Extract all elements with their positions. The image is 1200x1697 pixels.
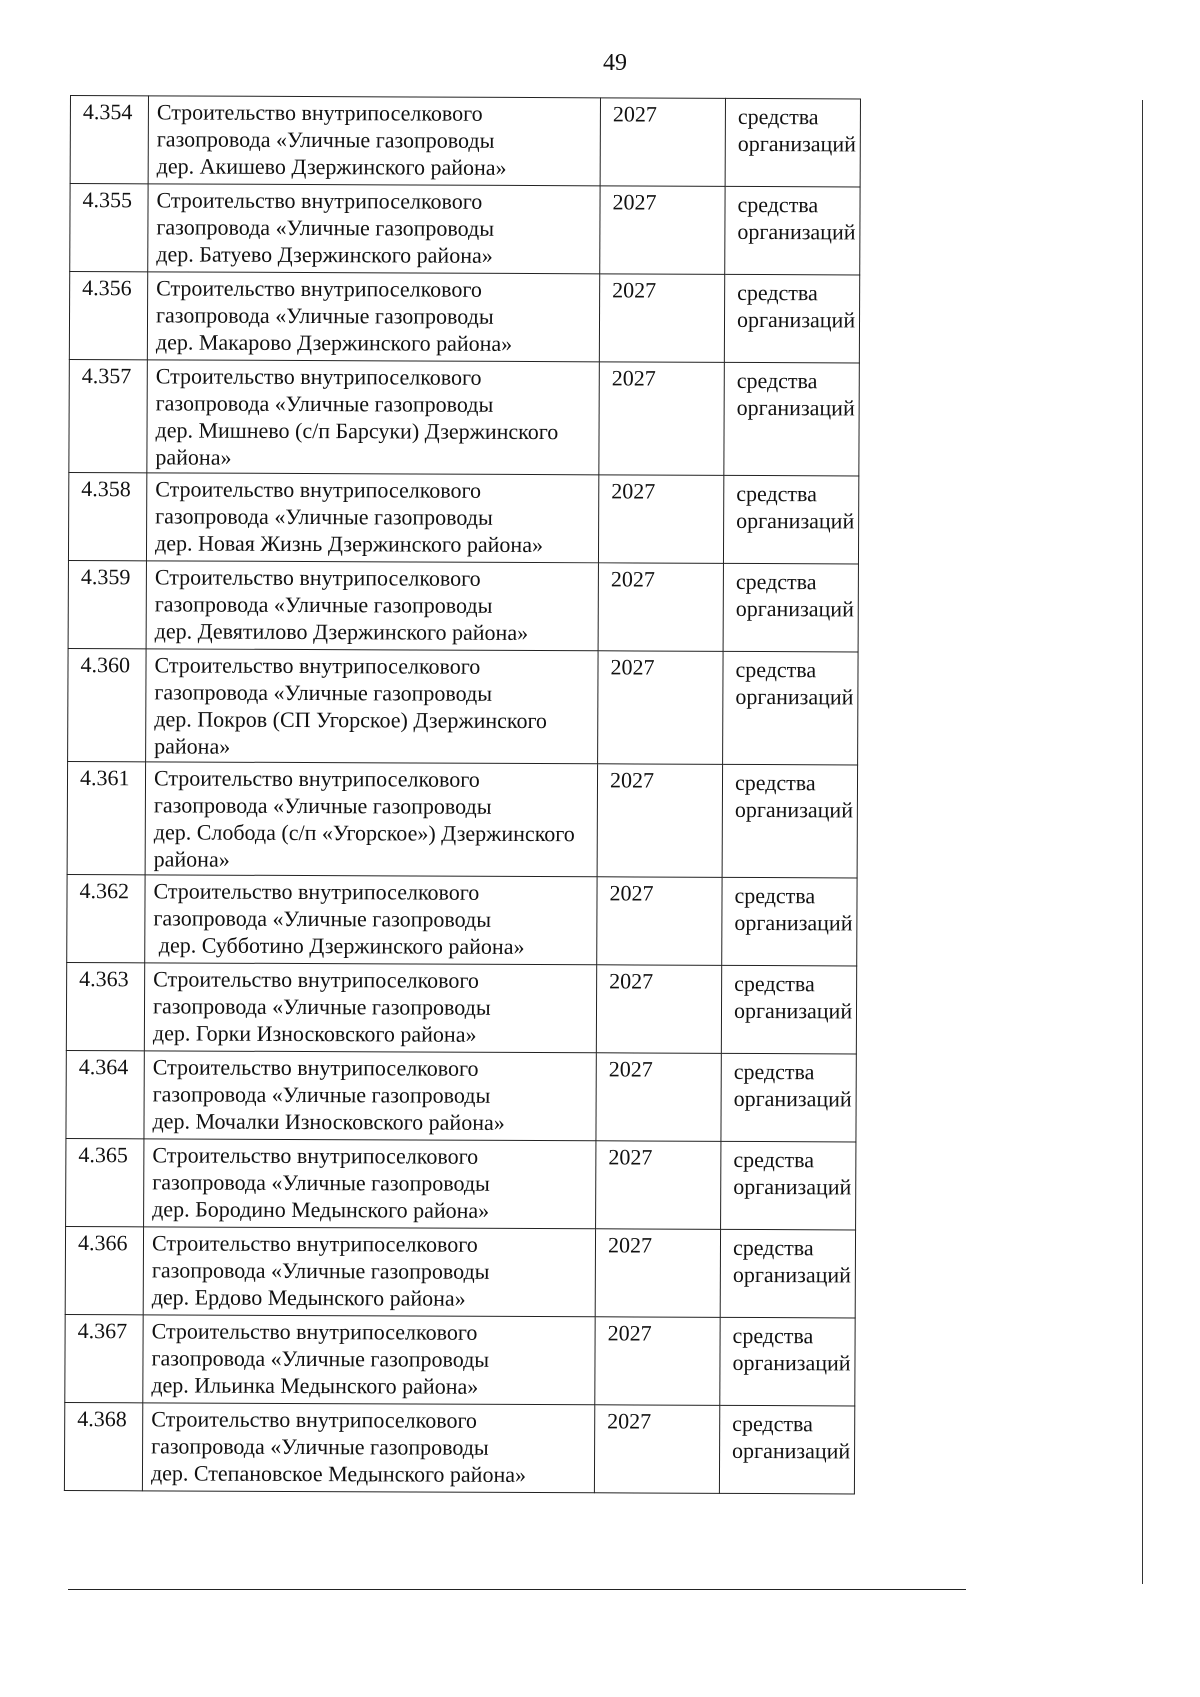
row-description [145, 762, 597, 877]
description-line: дер. Новая Жизнь Дзержинского района» [154, 530, 544, 558]
row-year: 2027 [597, 877, 722, 966]
description-line: Строительство внутрипоселкового [153, 765, 480, 792]
funding-source-line: организаций [732, 1261, 852, 1288]
table-row [70, 184, 970, 276]
description-line: дер. Субботино Дзержинского района» [153, 932, 525, 959]
funding-source-line: организаций [736, 507, 855, 534]
row-description [143, 1227, 595, 1317]
description-line: газопровода «Уличные газопроводы [152, 993, 491, 1020]
table-row [65, 1314, 965, 1406]
row-number: 4.363 [66, 962, 144, 1050]
row-number: 4.362 [67, 874, 145, 962]
description-line: Строительство внутрипоселкового [151, 1230, 478, 1257]
description-line: района» [154, 733, 231, 759]
description-line: Строительство внутрипоселкового [153, 878, 480, 905]
row-description [146, 473, 598, 563]
funding-source-line: средства [732, 1322, 814, 1349]
table-row [70, 96, 970, 188]
description-line: газопровода «Уличные газопроводы [152, 1081, 491, 1108]
row-funding-source [725, 186, 860, 275]
row-description [146, 649, 598, 764]
row-description [144, 963, 596, 1053]
row-funding-source [724, 362, 859, 476]
funding-source-line: организаций [732, 1349, 851, 1376]
row-year: 2027 [600, 186, 725, 275]
row-description [148, 184, 600, 274]
description-line: Строительство внутрипоселкового [151, 1318, 478, 1345]
row-empty-cell [858, 564, 968, 652]
funding-source-line: организаций [734, 796, 854, 823]
row-description [144, 1051, 596, 1141]
row-year: 2027 [598, 563, 723, 652]
row-empty-cell [855, 1318, 965, 1406]
row-empty-cell [858, 476, 968, 564]
row-year: 2027 [598, 475, 723, 564]
row-empty-cell [860, 187, 970, 275]
description-line: Строительство внутрипоселкового [151, 1406, 478, 1433]
table-row [68, 472, 968, 564]
description-line: района» [155, 444, 232, 470]
description-line: дер. Акишево Дзержинского района» [156, 153, 507, 180]
description-line: газопровода «Уличные газопроводы [151, 1257, 490, 1284]
description-line: газопровода «Уличные газопроводы [151, 1433, 489, 1460]
funding-source-line: средства [734, 970, 815, 997]
description-line: газопровода «Уличные газопроводы [153, 905, 492, 932]
row-year: 2027 [596, 1141, 721, 1230]
table-row [69, 359, 969, 476]
funding-source-line: средства [732, 1234, 814, 1261]
description-line: дер. Слобода (с/п «Угорское») Дзержинского [153, 819, 575, 847]
description-line: дер. Горки Износковского района» [152, 1020, 477, 1047]
table-row [67, 761, 967, 878]
description-line: Строительство внутрипоселкового [153, 966, 479, 993]
funding-source-line: средства [733, 1146, 815, 1173]
row-funding-source [721, 965, 856, 1054]
right-margin-rule [1142, 100, 1143, 1584]
description-line: дер. Ердово Медынского района» [151, 1284, 466, 1311]
description-line: газопровода «Уличные газопроводы [155, 503, 493, 530]
row-funding-source [723, 475, 858, 564]
row-number: 4.357 [69, 359, 147, 472]
description-line: Строительство внутрипоселкового [155, 363, 482, 390]
row-empty-cell [856, 1054, 966, 1142]
funding-source-line: организаций [733, 1173, 852, 1200]
funding-source-line: организаций [733, 1085, 852, 1112]
row-year: 2027 [594, 1405, 719, 1494]
row-description [144, 1139, 596, 1229]
table-row [66, 1050, 966, 1142]
funding-source-line: средства [732, 1410, 813, 1437]
row-empty-cell [856, 966, 966, 1054]
row-funding-source [720, 1317, 855, 1406]
row-year: 2027 [596, 1053, 721, 1142]
row-description [142, 1403, 594, 1493]
table-row [66, 962, 966, 1054]
funding-source-line: организаций [736, 306, 856, 333]
funding-source-line: средства [733, 1058, 815, 1085]
row-funding-source [720, 1229, 855, 1318]
description-line: дер. Покров (СП Угорское) Дзержинского [154, 706, 548, 734]
description-line: Строительство внутрипоселкового [152, 1054, 479, 1081]
row-number: 4.355 [70, 184, 148, 272]
row-number: 4.356 [69, 272, 147, 360]
table-row [66, 1138, 966, 1230]
description-line: района» [153, 846, 230, 872]
funding-source-line: организаций [735, 683, 854, 710]
row-year: 2027 [599, 274, 724, 363]
description-line: газопровода «Уличные газопроводы [156, 214, 495, 241]
row-empty-cell [854, 1406, 964, 1494]
row-year: 2027 [595, 1229, 720, 1318]
row-description [147, 272, 599, 362]
funding-source-line: средства [735, 656, 817, 683]
description-line: дер. Мочалки Износковского района» [152, 1108, 505, 1135]
table-bottom-rule [68, 1589, 966, 1590]
funding-source-line: организаций [735, 595, 854, 622]
funding-source-line: средства [736, 367, 818, 394]
description-line: Строительство внутрипоселкового [156, 99, 483, 126]
funding-source-line: организаций [736, 394, 855, 421]
row-empty-cell [858, 652, 968, 765]
row-empty-cell [856, 1142, 966, 1230]
row-empty-cell [857, 878, 967, 966]
page-number: 49 [603, 50, 627, 76]
row-funding-source [723, 651, 858, 765]
table-row [67, 874, 967, 966]
row-description [148, 96, 600, 186]
description-line: дер. Батуево Дзержинского района» [156, 241, 493, 268]
row-funding-source [721, 1053, 856, 1142]
funding-source-line: организаций [737, 218, 856, 245]
row-funding-source [719, 1405, 854, 1494]
row-number: 4.361 [67, 761, 145, 874]
row-description [146, 561, 598, 651]
row-description [145, 875, 597, 965]
row-year: 2027 [597, 764, 722, 878]
row-number: 4.364 [66, 1050, 144, 1138]
table-body [64, 96, 970, 1495]
row-funding-source [722, 764, 857, 878]
row-funding-source [724, 274, 859, 363]
funding-source-line: средства [737, 279, 818, 306]
row-description [143, 1315, 595, 1405]
row-empty-cell [860, 99, 970, 187]
funding-source-line: организаций [733, 997, 853, 1024]
funding-source-line: организаций [732, 1437, 851, 1464]
row-funding-source [721, 1141, 856, 1230]
table-row [64, 1402, 964, 1494]
table-row [68, 648, 968, 765]
funding-source-line: средства [736, 480, 818, 507]
row-year: 2027 [595, 1317, 720, 1406]
program-table [64, 95, 971, 1495]
row-empty-cell [859, 363, 969, 476]
funding-source-line: организаций [737, 130, 856, 157]
funding-source-line: средства [737, 191, 819, 218]
row-empty-cell [855, 1230, 965, 1318]
table-row [65, 1226, 965, 1318]
description-line: Строительство внутрипоселкового [156, 275, 482, 302]
description-line: дер. Мишнево (с/п Барсуки) Дзержинского [155, 417, 559, 445]
description-line: дер. Бородино Медынского района» [152, 1196, 490, 1223]
description-line: Строительство внутрипоселкового [154, 564, 481, 591]
row-empty-cell [859, 275, 969, 363]
description-line: газопровода «Уличные газопроводы [154, 591, 493, 618]
funding-source-line: организаций [734, 909, 853, 936]
description-line: газопровода «Уличные газопроводы [154, 679, 493, 706]
row-number: 4.358 [68, 472, 146, 560]
description-line: газопровода «Уличные газопроводы [155, 390, 494, 417]
description-line: дер. Девятилово Дзержинского района» [154, 618, 529, 646]
description-line: газопровода «Уличные газопроводы [152, 1169, 490, 1196]
row-number: 4.368 [64, 1402, 142, 1490]
funding-source-line: средства [737, 103, 819, 130]
row-funding-source [722, 877, 857, 966]
row-funding-source [725, 98, 860, 187]
description-line: Строительство внутрипоселкового [152, 1142, 479, 1169]
row-number: 4.354 [70, 96, 148, 184]
row-year: 2027 [600, 98, 725, 187]
funding-source-line: средства [734, 769, 816, 796]
description-line: газопровода «Уличные газопроводы [155, 302, 494, 329]
description-line: Строительство внутрипоселкового [155, 476, 482, 503]
row-number: 4.360 [68, 648, 146, 761]
row-number: 4.366 [65, 1226, 143, 1314]
description-line: дер. Макарово Дзержинского района» [155, 329, 513, 356]
description-line: газопровода «Уличные газопроводы [156, 126, 495, 153]
table-row [69, 272, 969, 364]
table-row [68, 560, 968, 652]
description-line: дер. Степановское Медынского района» [150, 1460, 527, 1488]
description-line: Строительство внутрипоселкового [154, 652, 481, 679]
row-year: 2027 [599, 362, 724, 476]
description-line: Строительство внутрипоселкового [156, 187, 483, 214]
row-year: 2027 [598, 651, 723, 765]
description-line: газопровода «Уличные газопроводы [151, 1345, 490, 1372]
row-number: 4.367 [65, 1314, 143, 1402]
row-number: 4.365 [66, 1138, 144, 1226]
description-line: дер. Ильинка Медынского района» [151, 1372, 479, 1399]
row-empty-cell [857, 765, 967, 878]
row-year: 2027 [596, 965, 721, 1054]
funding-source-line: средства [734, 882, 816, 909]
funding-source-line: средства [735, 568, 817, 595]
row-description [147, 360, 599, 475]
description-line: газопровода «Уличные газопроводы [153, 792, 492, 819]
row-number: 4.359 [68, 560, 146, 648]
row-funding-source [723, 563, 858, 652]
